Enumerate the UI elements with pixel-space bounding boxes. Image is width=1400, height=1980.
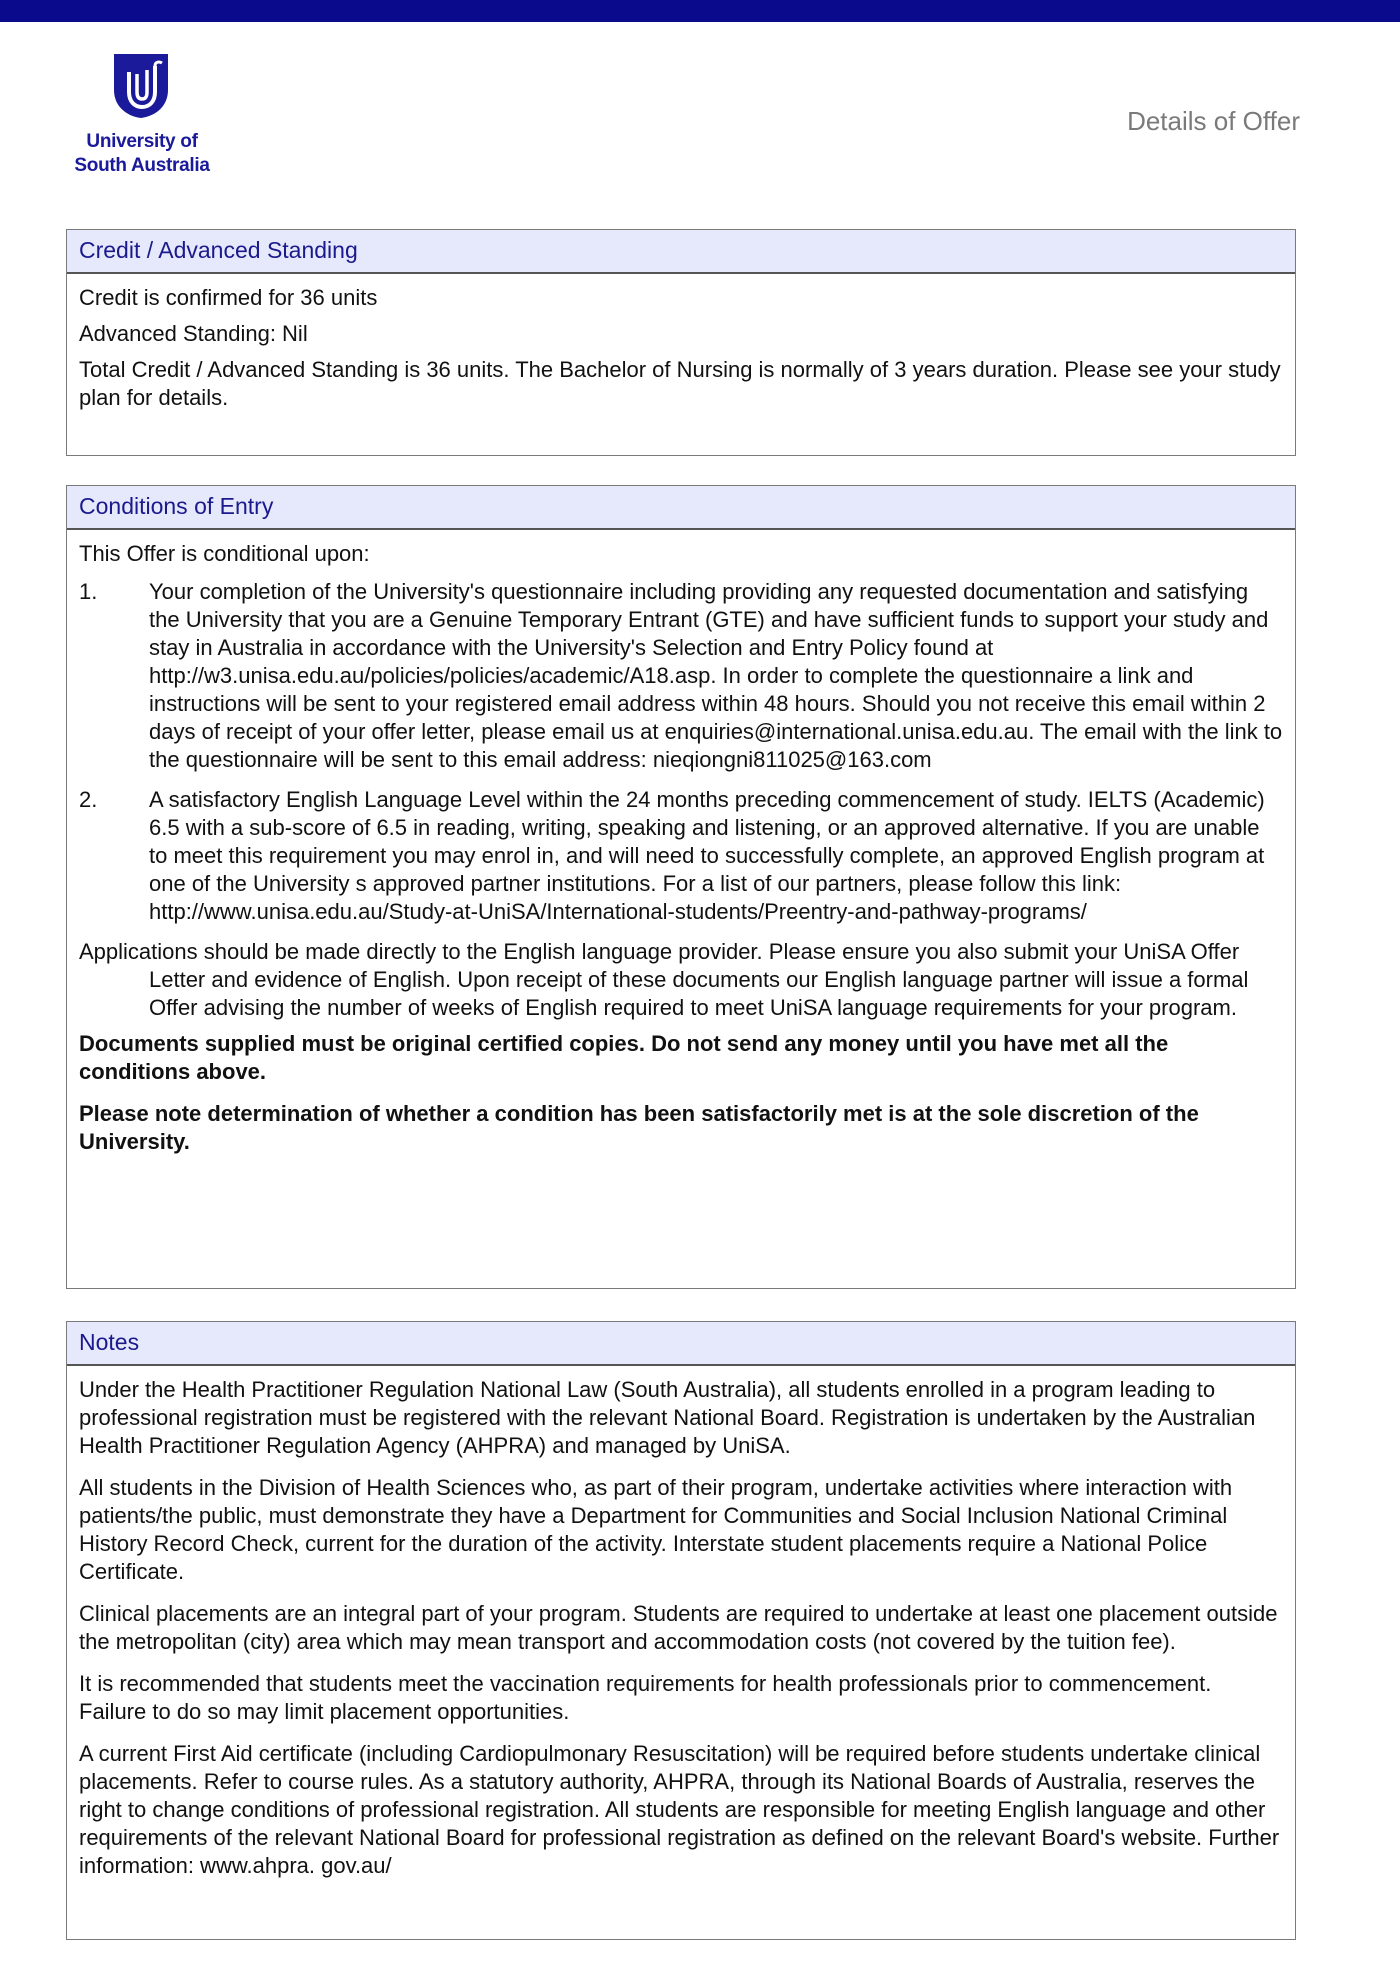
discretion-note: Please note determination of whether a condition has been satisfactorily met is at the sole discretion of the University. [79, 1101, 1199, 1154]
documents-warning: Documents supplied must be original certified copies. Do not send any money until you have met all the conditions above. [79, 1031, 1169, 1084]
conditions-section-heading: Conditions of Entry [67, 486, 1295, 530]
logo-line-2: South Australia [74, 155, 210, 176]
advanced-standing-text: Advanced Standing: Nil [79, 321, 308, 346]
logo-wordmark [62, 130, 222, 178]
top-banner-bar [0, 0, 1400, 22]
note-paragraph: A current First Aid certificate (including Cardiopulmonary Resuscitation) will be required before students undertake clinical placements. Refer to course rules. As a statutory authority, AHPRA, through its National Boards of Australia, reserves the right to change conditions of professional registration. All students are responsible for meeting English language and other requirements of the relevant National Board for professional registration as defined on the relevant Board's website. Further information: www.ahpra. gov.au/ [79, 1741, 1280, 1878]
university-logo [62, 52, 222, 182]
condition-number: 2. [79, 787, 98, 812]
condition-number: 1. [79, 579, 98, 604]
note-paragraph: Under the Health Practitioner Regulation National Law (South Australia), all students enrolled in a program leading to professional registration must be registered with the relevant National Board. Registration is undertaken by the Australian Health Practitioner Regulation Agency (AHPRA) and managed by UniSA. [79, 1377, 1256, 1458]
condition-text: Your completion of the University's questionnaire including providing any requested documentation and satisfying the University that you are a Genuine Temporary Entrant (GTE) and have sufficient funds to support your study and stay in Australia in accordance with the University's Selection and Entry Policy found at http://w3.unisa.edu.au/policies/policies/academic/A18.asp. In order to complete the questionnaire a link and instructions will be sent to your registered email address within 48 hours. Should you not receive this email within 2 days of receipt of your offer letter, please email us at enquiries@international.unisa.edu.au. The email with the link to the questionnaire will be sent to this email address: nieqiongni811025@163.com [149, 579, 1283, 772]
total-credit-text: Total Credit / Advanced Standing is 36 units. The Bachelor of Nursing is normally of 3 years duration. Please see your study plan for details. [79, 357, 1281, 410]
notes-section-heading: Notes [67, 1322, 1295, 1366]
applications-text: Applications should be made directly to the English language provider. Please ensure you also submit your UniSA Offer Letter and evidence of English. Upon receipt of these documents our English language partner will issue a formal Offer advising the number of weeks of English required to meet UniSA language requirements for your program. [79, 939, 1249, 1020]
notes-section [66, 1321, 1296, 1940]
logo-line-1: University of [86, 131, 198, 152]
note-paragraph: All students in the Division of Health Sciences who, as part of their program, undertake activities where interaction with patients/the public, must demonstrate they have a Department for Communities and Social Inclusion National Criminal History Record Check, current for the duration of the activity. Interstate student placements require a National Police Certificate. [79, 1475, 1233, 1584]
credit-confirmed-text: Credit is confirmed for 36 units [79, 285, 378, 310]
document-title: Details of Offer [1127, 106, 1300, 136]
condition-text: A satisfactory English Language Level within the 24 months preceding commencement of study. IELTS (Academic) 6.5 with a sub-score of 6.5 in reading, writing, speaking and listening, or an approved alternative. If you are unable to meet this requirement you may enrol in, and will need to successfully complete, an approved English program at one of the University s approved partner institutions. For a list of our partners, please follow this link: http://www.unisa.edu.au/Study-at-UniSA/International-students/Preentry-and-pathway-programs/ [149, 787, 1265, 924]
conditions-intro: This Offer is conditional upon: [79, 541, 370, 566]
condition-item [79, 786, 1283, 926]
note-paragraph: It is recommended that students meet the vaccination requirements for health professionals prior to commencement. Failure to do so may limit placement opportunities. [79, 1671, 1212, 1724]
credit-section-heading: Credit / Advanced Standing [67, 230, 1295, 274]
note-paragraph: Clinical placements are an integral part of your program. Students are required to undertake at least one placement outside the metropolitan (city) area which may mean transport and accommodation costs (not covered by the tuition fee). [79, 1601, 1278, 1654]
credit-section [66, 229, 1296, 456]
conditions-section [66, 485, 1296, 1289]
condition-item [79, 578, 1283, 774]
shield-logo-icon [112, 52, 170, 120]
